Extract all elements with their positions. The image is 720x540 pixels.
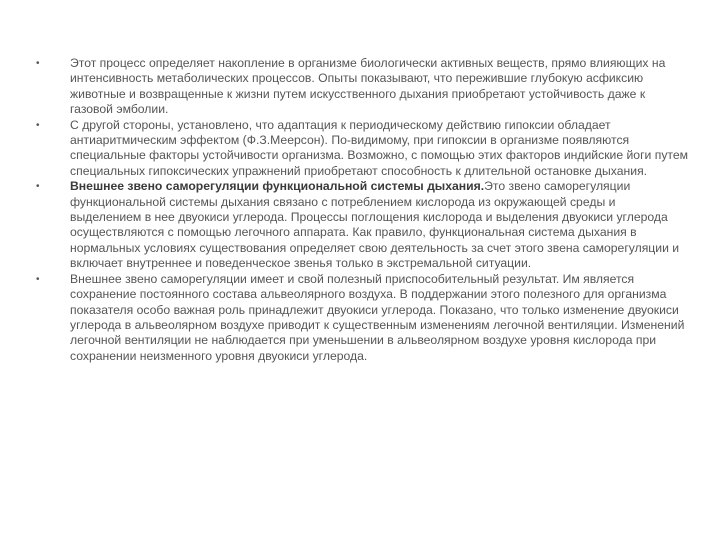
bullet-item-1	[36, 56, 688, 118]
bullet-item-3	[36, 179, 688, 271]
bullet-icon: •	[36, 119, 40, 131]
section-heading: Внешнее звено саморегуляции функциональной системы дыхания.	[70, 179, 485, 194]
bullet-item-4	[36, 272, 688, 364]
bullet-text-3: Это звено саморегуляции функциональной системы дыхания связано с потреблением кислорода из окружающей среды и выделением в нее двуокиси углерода. Процессы поглощения кислорода и выделения двуокиси углерода осуществляются с помощью легочного аппарата. Как правило, функциональная система дыхания в нормальных условиях существования определяет свою деятельность за счет этого звена саморегуляции и включает внутреннее и поведенческое звенья только в экстремальной ситуации.	[70, 179, 680, 271]
bullet-text-4: Внешнее звено саморегуляции имеет и свой полезный приспособительный результат. Им является сохранение постоянного состава альвеолярного воздуха. В поддержании этого полезного для организма показателя особо важная роль принадлежит двуокиси углерода. Показано, что только изменение двуокиси углерода в альвеолярном воздухе приводит к существенным изменениям легочной вентиляции. Изменений легочной вентиляции не наблюдается при уменьшении в альвеолярном воздухе уровня кислорода при сохранении неизменного уровня двуокиси углерода.	[70, 271, 685, 363]
bullet-list	[36, 56, 688, 364]
bullet-text-2: С другой стороны, установлено, что адаптация к периодическому действию гипоксии обладает антиаритмическим эффектом (Ф.З.Меерсон). По-видимому, при гипоксии в организме появляются специальные факторы устойчивости организма. Возможно, с помощью этих факторов индийские йоги путем специальных гипоксических упражнений приобретают способность к длительной остановке дыхания.	[70, 117, 689, 178]
bullet-icon: •	[36, 58, 40, 69]
bullet-icon: •	[36, 273, 40, 285]
bullet-text-1: Этот процесс определяет накопление в организме биологически активных веществ, прямо влияющих на интенсивность метаболических процессов. Опыты показывают, что пережившие глубокую асфиксию животные и возвращенные к жизни путем искусственного дыхания приобретают устойчивость даже к газовой эмболии.	[70, 56, 666, 117]
bullet-item-2	[36, 118, 688, 180]
bullet-icon: •	[36, 181, 40, 193]
